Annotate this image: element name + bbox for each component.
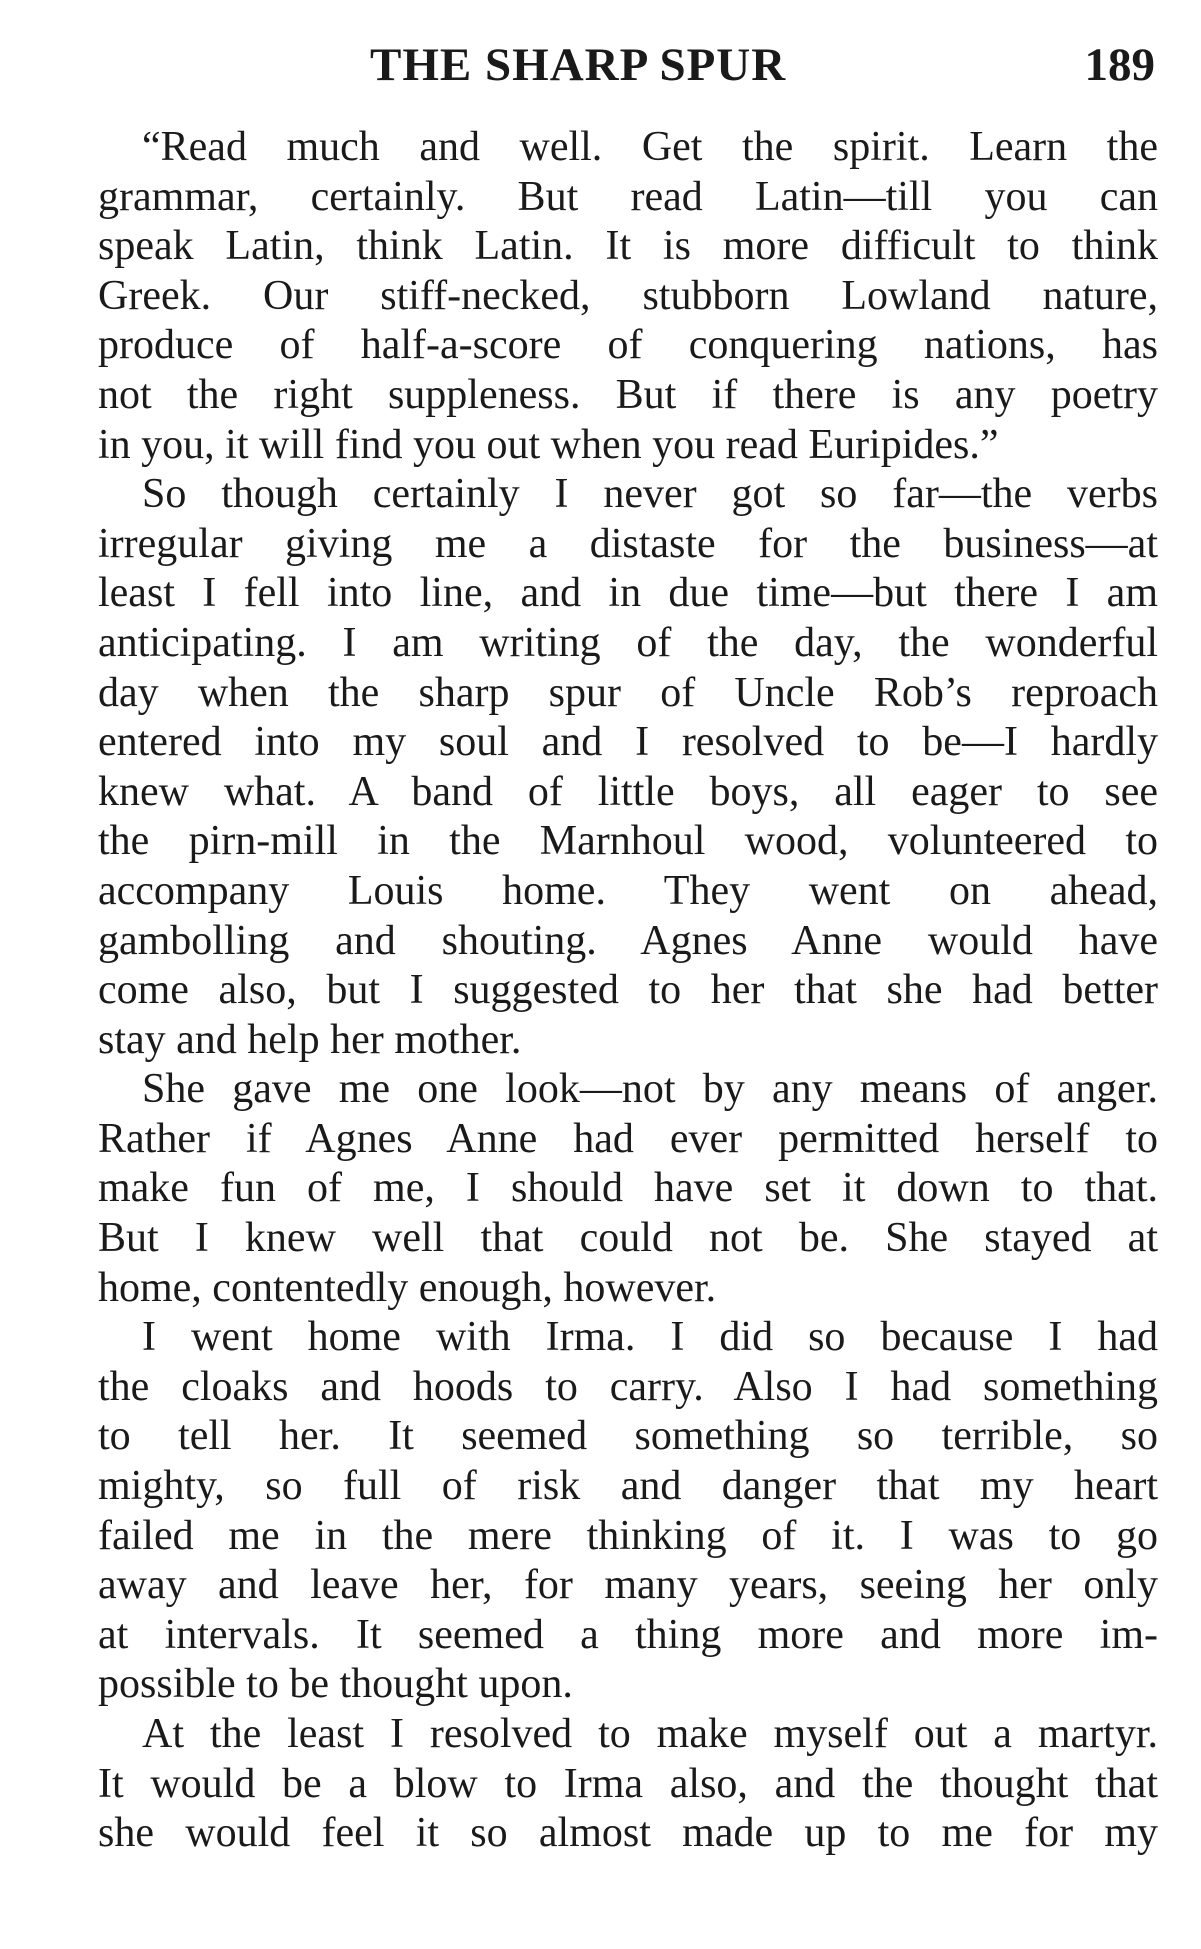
text-line: failed me in the mere thinking of it. I was to go	[98, 1512, 1158, 1559]
text-line: gambolling and shouting. Agnes Anne would have	[98, 917, 1158, 964]
page-number: 189	[1084, 39, 1155, 91]
text-line: It would be a blow to Irma also, and the thought that	[98, 1760, 1158, 1807]
text-line: produce of half-a-score of conquering nations, has	[98, 322, 1158, 369]
text-line: grammar, certainly. But read Latin—till you can	[98, 173, 1158, 220]
text-line: “Read much and well. Get the spirit. Learn the	[142, 124, 1158, 170]
text-line: entered into my soul and I resolved to be—I hardly	[98, 719, 1158, 766]
text-line: possible to be thought upon.	[98, 1661, 573, 1708]
text-line: I went home with Irma. I did so because I had	[142, 1314, 1158, 1361]
text-line: home, contentedly enough, however.	[98, 1264, 717, 1311]
text-line: make fun of me, I should have set it down to that.	[98, 1165, 1158, 1212]
text-line: the pirn-mill in the Marnhoul wood, volunteered to	[98, 818, 1158, 865]
text-line: anticipating. I am writing of the day, the wonderful	[98, 619, 1158, 666]
text-line: come also, but I suggested to her that she had better	[98, 967, 1158, 1014]
text-line: day when the sharp spur of Uncle Rob’s reproach	[98, 669, 1158, 716]
running-head	[100, 38, 1155, 98]
text-line: stay and help her mother.	[98, 1016, 522, 1063]
text-line: the cloaks and hoods to carry. Also I had something	[98, 1363, 1158, 1410]
text-line: She gave me one look—not by any means of anger.	[142, 1066, 1158, 1113]
text-line: At the least I resolved to make myself out a martyr.	[142, 1711, 1158, 1757]
text-line: mighty, so full of risk and danger that my heart	[98, 1463, 1158, 1510]
text-line: So though certainly I never got so far—the verbs	[142, 471, 1158, 518]
text-line: at intervals. It seemed a thing more and more im-	[98, 1611, 1158, 1658]
text-line: But I knew well that could not be. She stayed at	[98, 1215, 1158, 1262]
body-text	[98, 123, 1158, 1859]
text-line: speak Latin, think Latin. It is more difficult to think	[98, 223, 1158, 270]
running-title: THE SHARP SPUR	[370, 39, 787, 91]
text-line: she would feel it so almost made up to me for my	[98, 1810, 1158, 1857]
text-line: not the right suppleness. But if there is any poetry	[98, 371, 1158, 418]
text-line: irregular giving me a distaste for the business—at	[98, 520, 1158, 567]
text-line: accompany Louis home. They went on ahead,	[98, 867, 1158, 914]
text-line: in you, it will find you out when you read Euripides.”	[98, 421, 999, 468]
text-line: knew what. A band of little boys, all eager to see	[98, 768, 1158, 815]
text-line: least I fell into line, and in due time—but there I am	[98, 570, 1158, 617]
text-line: Greek. Our stiff-necked, stubborn Lowland nature,	[98, 272, 1158, 319]
text-line: away and leave her, for many years, seeing her only	[98, 1562, 1158, 1609]
text-line: Rather if Agnes Anne had ever permitted herself to	[98, 1115, 1158, 1162]
text-line: to tell her. It seemed something so terrible, so	[98, 1413, 1158, 1460]
